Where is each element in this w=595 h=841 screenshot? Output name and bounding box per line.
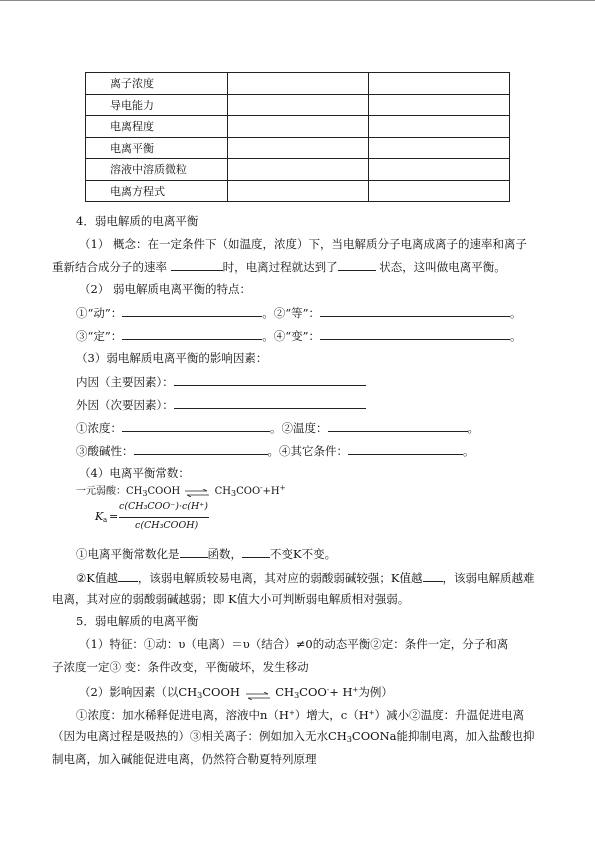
blank-field[interactable] [242,546,270,558]
factor-detail-1: ①浓度：加水稀释促进电离，溶液中n（H+）增大，c（H+）减小②温度：升温促进电离 [76,708,525,722]
blank-field[interactable] [328,420,468,432]
table-row [86,73,510,95]
section-4-title: 4．弱电解质的电离平衡 [76,214,199,228]
note-2-cont: 电离，其对应的弱酸弱碱越弱；即 K值大小可判断弱电解质相对强弱。 [52,592,410,606]
table-cell [228,180,369,202]
note-1: ①电离平衡常数化是 函数， 不变K不变。 [76,547,337,561]
concept-line-1: （1） 概念：在一定条件下（如温度，浓度）下，当电解质分子电离成离子的速率和离子 [79,237,527,251]
table-cell [369,73,510,95]
table-cell [369,94,510,116]
equilibrium-arrow-icon [244,689,272,697]
table-cell [228,159,369,181]
conditions-line-2: ③酸碱性： 。④其它条件： 。 [76,444,475,458]
blank-field[interactable] [338,259,376,271]
blank-field[interactable] [180,546,208,558]
table-cell [369,159,510,181]
row-label: 电离平衡 [86,137,228,159]
factors-example-line: （2）影响因素（以$CH_3COOH$ $CH_3COO^-+ H^+$为例） [79,685,393,700]
page-top-border [0,0,595,1]
fraction-bar [119,517,209,518]
equilibrium-arrow-icon [183,488,211,496]
ka-numerator: c(CH₃COO⁻)·c(H⁺) [119,501,209,512]
note-2: ②K值越 ，该弱电解质较易电离，其对应的弱酸弱碱较强；K值越 ，该弱电解质越难 [76,571,535,585]
factor-detail-3: 制电离，加入碱能促进电离，仍然符合勒夏特列原理 [52,752,317,766]
table-cell [228,116,369,138]
blank-field[interactable] [134,443,268,455]
weak-acid-equation: 一元弱酸：$CH_3COOH$ $CH_3COO^-+H^+$ [76,484,286,498]
row-label: 电离方程式 [86,180,228,202]
constant-heading: （4）电离平衡常数： [79,466,190,480]
row-label: 电离程度 [86,116,228,138]
factors-heading: （3）弱电解质电离平衡的影响因素： [76,351,268,365]
blank-field[interactable] [423,570,443,582]
table-cell [228,73,369,95]
blank-field[interactable] [174,397,366,409]
blank-field[interactable] [122,305,262,317]
features-heading: （2） 弱电解质电离平衡的特点： [79,282,251,296]
row-label: 离子浓度 [86,73,228,95]
table-row [86,116,510,138]
section-5-title: 5．弱电解质的电离平衡 [76,614,199,628]
table-row [86,180,510,202]
concept-line-2: 重新结合成分子的速率 时，电离过程就达到了 状态，这叫做电离平衡。 [52,260,506,274]
external-factor: 外因（次要因素）： [76,397,366,412]
blank-field[interactable] [320,305,510,317]
ka-denominator: c(CH₃COOH) [135,520,199,531]
blank-field[interactable] [118,570,138,582]
comparison-table [85,72,510,202]
conditions-line-1: ①浓度： 。②温度： 。 [76,421,479,435]
blank-field[interactable] [174,374,366,386]
blank-field[interactable] [122,420,270,432]
ka-formula: K a = c(CH₃COO⁻)·c(H⁺) c(CH₃COOH) [95,501,209,531]
table-row [86,137,510,159]
blank-field[interactable] [320,328,510,340]
factor-detail-2: （因为电离过程是吸热的）③相关离子：例如加入无水$CH_3COONa$能抑制电离，加入盐酸也抑 [52,729,535,744]
table-cell [369,180,510,202]
feature-line-2: 子浓度一定③ 变：条件改变，平衡破坏，发生移动 [52,660,309,674]
table-row [86,94,510,116]
feature-line-1: （1）特征：①动：υ（电离）＝υ（结合）≠0的动态平衡②定：条件一定，分子和离 [79,637,509,651]
features-line-2: ③“定”： 。④“变”： 。 [76,329,522,343]
table-cell [369,116,510,138]
row-label: 溶液中溶质微粒 [86,159,228,181]
features-line-1: ①“动”： 。②“等”： 。 [76,306,522,320]
table-cell [228,137,369,159]
table-row [86,159,510,181]
table-cell [228,94,369,116]
blank-field[interactable] [122,328,262,340]
blank-field[interactable] [348,443,463,455]
table-cell [369,137,510,159]
internal-factor: 内因（主要因素）： [76,374,366,389]
blank-field[interactable] [171,259,223,271]
row-label: 导电能力 [86,94,228,116]
